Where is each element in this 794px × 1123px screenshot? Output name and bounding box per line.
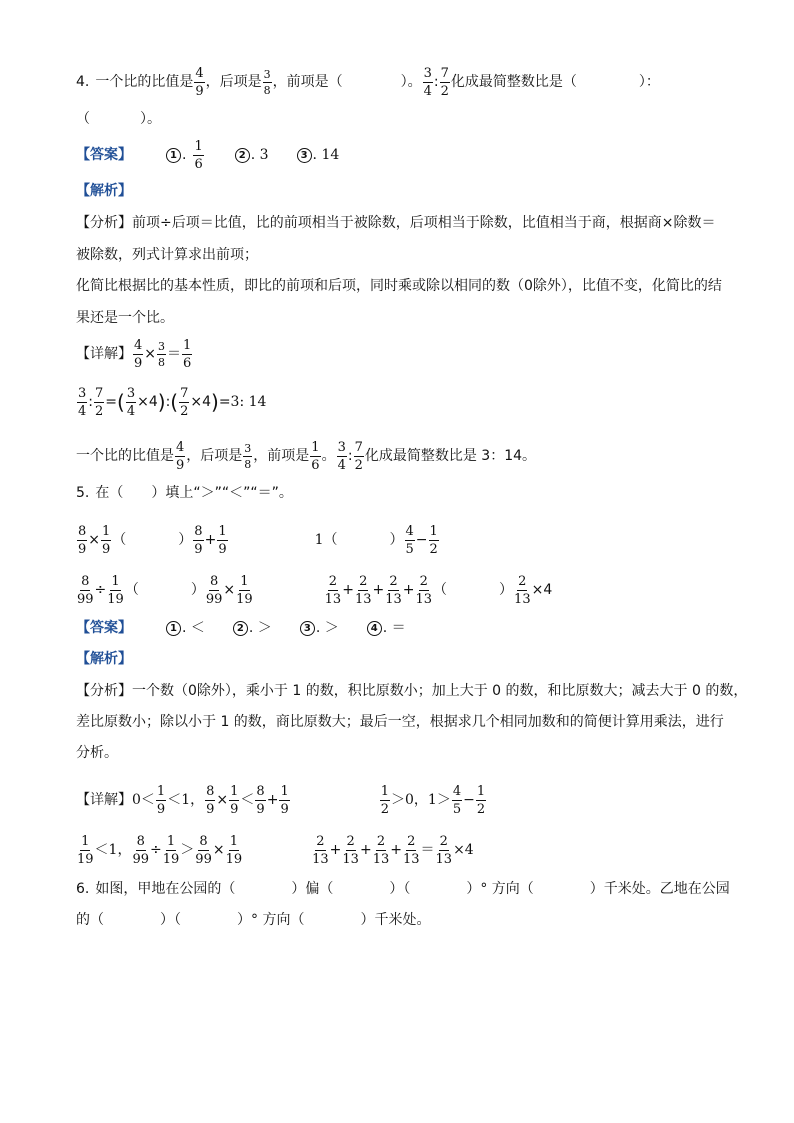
q4-stem-text: 一个比的比值是 — [95, 74, 194, 90]
fraction: $\frac{7}{2}$ — [95, 385, 104, 419]
question-number: 5. — [76, 485, 90, 501]
fraction: $\frac{7}{2}$ — [354, 439, 363, 473]
analysis-tag: 【解析】 — [76, 183, 132, 199]
fraction: $\frac{1}{9}$ — [102, 523, 111, 557]
fraction: $\frac{1}{9}$ — [156, 783, 166, 817]
ratio-colon: : — [433, 74, 439, 90]
q4-stem-text: （ — [76, 111, 90, 127]
operator: + — [342, 582, 354, 598]
fraction: $\frac{1}{2}$ — [429, 523, 438, 557]
operator: × — [144, 346, 157, 362]
paren: （ — [323, 532, 338, 548]
fraction-ratio-back: $\frac{7}{2}$ — [440, 65, 449, 99]
number: 1 — [314, 532, 324, 548]
fraction: $\frac{2}{13}$ — [415, 573, 433, 607]
result: =3: 14 — [218, 394, 267, 410]
q4-line-2 — [76, 110, 161, 128]
fenxi-tag: 【分析】 — [76, 683, 132, 699]
fraction: $\frac{8}{99}$ — [195, 833, 212, 867]
fraction: $\frac{2}{13}$ — [354, 573, 372, 607]
fraction: $\frac{8}{99}$ — [132, 833, 150, 867]
fraction: $\frac{2}{13}$ — [435, 833, 453, 867]
answer-marker-2: 2 — [233, 621, 248, 636]
answer-1: . ＜ — [182, 620, 205, 636]
fraction: $\frac{3}{4}$ — [337, 439, 346, 473]
q4-stem-text: ）。 — [140, 111, 161, 127]
fraction: $\frac{3}{8}$ — [158, 339, 166, 369]
operator: = — [105, 394, 118, 410]
fraction: $\frac{1}{19}$ — [77, 833, 94, 867]
comparison: ＞0，1＞ — [391, 792, 451, 808]
answer-marker-3: 3 — [297, 148, 312, 163]
q4-summary-line — [76, 436, 536, 476]
number: 1， — [181, 792, 205, 808]
q4-stem-text: ）： — [638, 74, 660, 90]
answer-2: . ＞ — [248, 620, 272, 636]
answer-tag: 【答案】 — [76, 147, 132, 163]
operator: ×4 — [190, 394, 212, 410]
operator: × — [223, 582, 236, 598]
dot: . — [182, 147, 187, 163]
q5-row-1 — [76, 520, 726, 560]
fraction: $\frac{1}{2}$ — [380, 783, 389, 817]
fenxi-text: 一个数（0除外），乘小于 1 的数，积比原数小；加上大于 0 的数，和比原数大；减去大于 0 的数， — [132, 683, 748, 699]
operator: − — [463, 792, 475, 808]
q4-fenxi-line-1 — [76, 214, 715, 232]
operator: ＜ — [140, 792, 155, 808]
q4-stem-text: ，前项是（ — [272, 74, 343, 90]
fraction: $\frac{4}{9}$ — [176, 439, 185, 473]
fraction: $\frac{8}{9}$ — [78, 523, 87, 557]
q4-fenxi-line-3 — [76, 277, 722, 295]
fraction-ratio-value: $\frac{4}{9}$ — [195, 65, 204, 99]
fraction: $\frac{2}{13}$ — [312, 833, 329, 867]
fraction: $\frac{8}{9}$ — [206, 783, 215, 817]
fraction: $\frac{2}{13}$ — [342, 833, 359, 867]
fenxi-text: 差比原数小；除以小于 1 的数，商比原数大；最后一空，根据求几个相同加数和的简便计算用乘法，进行 — [76, 714, 724, 730]
fenxi-text: 被除数，列式计算求出前项； — [76, 247, 258, 263]
answer-4: . ＝ — [382, 620, 406, 636]
answer-marker-2: 2 — [235, 148, 250, 163]
question-number: 4. — [76, 74, 90, 90]
fraction: $\frac{1}{9}$ — [280, 783, 289, 817]
operator: : — [165, 394, 171, 410]
answer-3: . ＞ — [315, 620, 339, 636]
answer-marker-1: 1 — [166, 148, 181, 163]
detail-tag: 【详解】 — [76, 346, 132, 362]
q4-answer-line — [76, 136, 339, 174]
paren: ( — [170, 390, 179, 414]
fraction: $\frac{1}{19}$ — [162, 833, 180, 867]
operator: ＝ — [167, 346, 182, 362]
fraction: $\frac{7}{2}$ — [180, 385, 189, 419]
q4-jiexi-tag — [76, 183, 132, 199]
q4-stem-text: ，后项是 — [205, 74, 262, 90]
operator: − — [415, 532, 428, 548]
paren: ） — [190, 582, 205, 598]
q4-fenxi-line-2 — [76, 246, 258, 264]
q6-line-2 — [76, 911, 430, 929]
fraction: $\frac{8}{9}$ — [194, 523, 203, 557]
operator: ＜ — [94, 842, 109, 858]
fraction: $\frac{3}{4}$ — [78, 385, 87, 419]
fraction: $\frac{1}{9}$ — [218, 523, 227, 557]
answer-1-fraction: $\frac{1}{6}$ — [194, 138, 203, 172]
q6-line-1 — [76, 880, 730, 898]
operator: ×4 — [453, 842, 474, 858]
answer-3: . 14 — [312, 147, 340, 163]
q5-stem-text: 在（ ）填上“＞”“＜”“＝”。 — [95, 485, 293, 501]
operator: + — [329, 842, 342, 858]
operator: + — [390, 842, 402, 858]
paren: ) — [211, 390, 219, 414]
analysis-tag: 【解析】 — [76, 651, 132, 667]
q5-detail-line-1 — [76, 780, 487, 820]
fenxi-tag: 【分析】 — [76, 215, 132, 231]
operator: ÷ — [94, 582, 107, 598]
fraction: $\frac{2}{13}$ — [324, 573, 342, 607]
fraction: $\frac{2}{13}$ — [385, 573, 402, 607]
q4-stem-text: 化成最简整数比是（ — [450, 74, 577, 90]
summary-text: 一个比的比值是 — [76, 448, 174, 464]
operator: + — [359, 842, 372, 858]
q6-stem-text: 的（ ）（ ）° 方向（ ）千米处。 — [76, 912, 431, 928]
fraction: $\frac{2}{13}$ — [402, 833, 420, 867]
fenxi-text: 前项÷后项＝比值，比的前项相当于被除数，后项相当于除数，比值相当于商，根据商×除数＝ — [132, 215, 716, 231]
q4-fenxi-line-4 — [76, 309, 174, 327]
summary-text: ，前项是 — [253, 448, 310, 464]
fraction: $\frac{1}{6}$ — [183, 337, 192, 371]
detail-tag: 【详解】 — [76, 792, 132, 808]
fraction: $\frac{8}{99}$ — [77, 573, 94, 607]
q5-fenxi-line-3 — [76, 744, 118, 762]
q4-line-1 — [76, 62, 660, 102]
q5-jiexi-tag — [76, 651, 132, 667]
answer-2: . 3 — [250, 147, 269, 163]
fraction: $\frac{1}{9}$ — [230, 783, 239, 817]
q5-detail-line-2 — [76, 830, 474, 870]
fraction: $\frac{8}{9}$ — [256, 783, 265, 817]
operator: + — [204, 532, 217, 548]
fenxi-text: 化简比根据比的基本性质，即比的前项和后项，同时乘或除以相同的数（0除外），比值不变，化简比的结 — [76, 278, 722, 294]
paren: （ — [112, 532, 127, 548]
summary-text: 。 — [321, 448, 336, 464]
operator: × — [88, 532, 101, 548]
operator: ×4 — [137, 394, 158, 410]
fraction: $\frac{8}{99}$ — [205, 573, 223, 607]
paren: ） — [499, 582, 514, 598]
q4-detail-line-1 — [76, 334, 193, 374]
fraction: $\frac{1}{19}$ — [236, 573, 253, 607]
q5-answer-line — [76, 619, 406, 637]
fraction: $\frac{1}{6}$ — [311, 439, 320, 473]
operator: ×4 — [531, 582, 553, 598]
operator: ＜ — [167, 792, 182, 808]
fraction: $\frac{4}{9}$ — [134, 337, 143, 371]
answer-marker-3: 3 — [300, 621, 315, 636]
operator: : — [88, 394, 93, 410]
summary-text: ，后项是 — [186, 448, 243, 464]
fenxi-text: 分析。 — [76, 745, 118, 761]
fraction: $\frac{3}{4}$ — [126, 385, 136, 419]
paren: （ — [124, 582, 139, 598]
number: 1， — [108, 842, 132, 858]
q5-fenxi-line-2 — [76, 713, 724, 731]
operator: ＝ — [420, 842, 435, 858]
fenxi-text: 果还是一个比。 — [76, 310, 174, 326]
fraction: $\frac{4}{5}$ — [452, 783, 462, 817]
fraction: $\frac{1}{19}$ — [107, 573, 124, 607]
paren: ） — [389, 532, 404, 548]
fraction: $\frac{3}{8}$ — [244, 441, 252, 471]
operator: + — [372, 582, 385, 598]
operator: + — [402, 582, 415, 598]
paren: ( — [117, 390, 125, 414]
fraction: $\frac{1}{2}$ — [476, 783, 486, 817]
summary-text: 化成最简整数比是 3：14。 — [364, 448, 537, 464]
answer-marker-4: 4 — [367, 621, 382, 636]
operator: + — [266, 792, 279, 808]
fraction-ratio-front: $\frac{3}{4}$ — [423, 65, 432, 99]
answer-marker-1: 1 — [166, 621, 181, 636]
fraction: $\frac{2}{13}$ — [514, 573, 531, 607]
q6-stem-text: 如图，甲地在公园的（ ）偏（ ）（ ）° 方向（ ）千米处。乙地在公园 — [95, 881, 730, 897]
operator: : — [347, 448, 353, 464]
q4-stem-text: ）。 — [400, 74, 422, 90]
fraction: $\frac{1}{19}$ — [225, 833, 243, 867]
operator: ÷ — [150, 842, 162, 858]
paren: （ — [433, 582, 448, 598]
paren: ) — [157, 390, 166, 414]
number: 0 — [132, 792, 141, 808]
paren: ） — [178, 532, 193, 548]
operator: × — [216, 792, 229, 808]
question-number: 6. — [76, 881, 90, 897]
operator: × — [212, 842, 225, 858]
fraction: $\frac{2}{13}$ — [372, 833, 390, 867]
q4-detail-line-2 — [76, 382, 266, 422]
q5-row-2 — [76, 570, 756, 610]
q5-fenxi-line-1 — [76, 682, 747, 700]
fraction: $\frac{4}{5}$ — [405, 523, 414, 557]
q5-stem-line — [76, 484, 293, 502]
fraction-latter-term: $\frac{3}{8}$ — [263, 67, 271, 97]
answer-tag: 【答案】 — [76, 620, 132, 636]
operator: ＞ — [180, 842, 195, 858]
operator: ＜ — [240, 792, 255, 808]
